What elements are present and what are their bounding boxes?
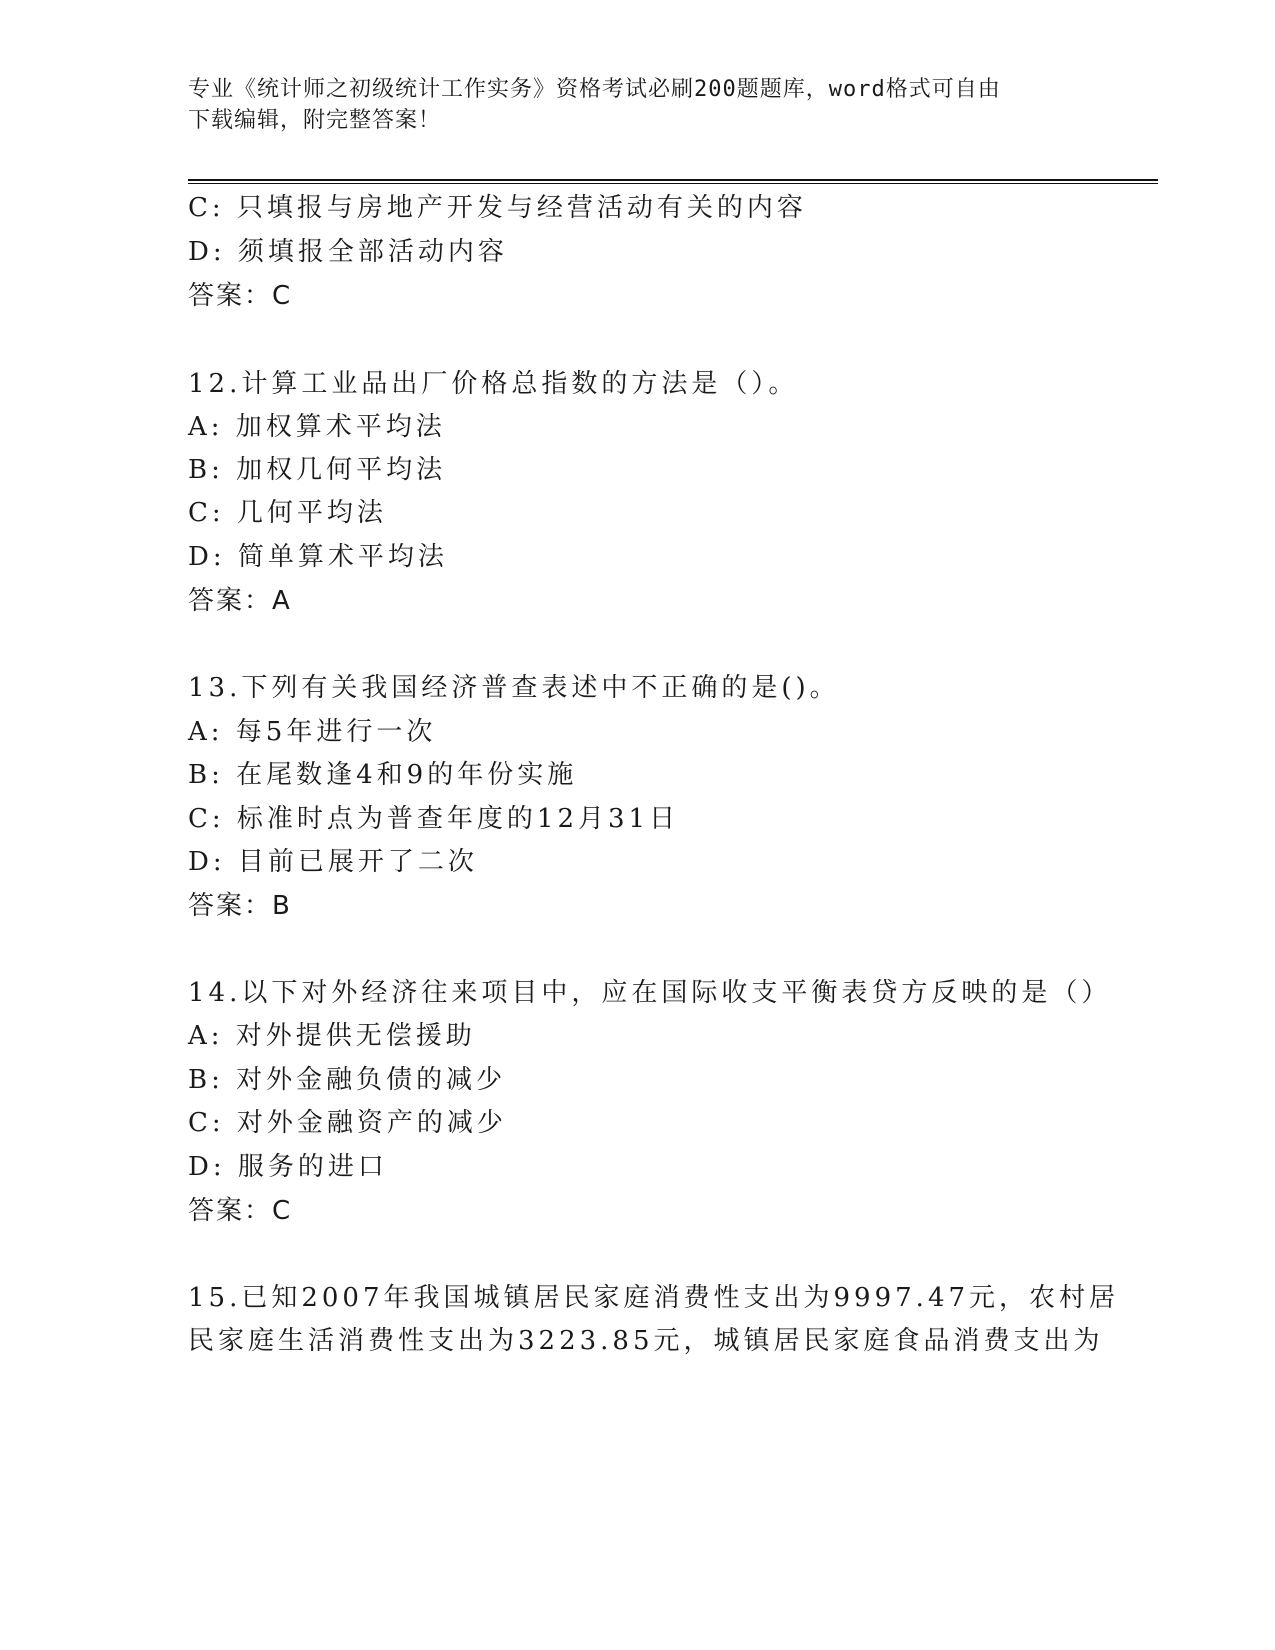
header-divider-thin [188,183,1158,184]
question-12-option-a: A: 加权算术平均法 [188,412,446,442]
header-title-line-1: 专业《统计师之初级统计工作实务》资格考试必刷200题题库，word格式可自由 [188,77,1001,102]
question-13-answer: 答案：B [188,891,292,921]
question-14-option-d: D: 服务的进口 [188,1152,388,1182]
question-14-option-c: C: 对外金融资产的减少 [188,1108,507,1138]
header-divider-thick [188,179,1158,181]
header-title-line-2: 下载编辑，附完整答案！ [188,108,442,133]
question-14-answer: 答案：C [188,1196,293,1226]
question-12-answer: 答案：A [188,586,292,616]
question-14-option-a: A: 对外提供无偿援助 [188,1021,476,1051]
option-d: D: 须填报全部活动内容 [188,237,508,267]
question-12-stem: 12.计算工业品出厂价格总指数的方法是（）。 [188,369,799,399]
question-13-option-c: C: 标准时点为普查年度的12月31日 [188,804,680,834]
question-13-option-d: D: 目前已展开了二次 [188,847,478,877]
answer-line: 答案：C [188,281,293,311]
option-c: C: 只填报与房地产开发与经营活动有关的内容 [188,193,807,223]
question-12-option-d: D: 简单算术平均法 [188,542,448,572]
document-header [188,74,1088,136]
question-13-option-b: B: 在尾数逢4和9的年份实施 [188,760,578,790]
question-12-option-c: C: 几何平均法 [188,498,387,528]
question-13-stem: 13.下列有关我国经济普查表述中不正确的是()。 [188,673,840,703]
question-15-stem-line-2: 民家庭生活消费性支出为3223.85元，城镇居民家庭食品消费支出为 [188,1326,1104,1356]
question-14-stem: 14.以下对外经济往来项目中，应在国际收支平衡表贷方反映的是（） [188,978,1112,1008]
question-12-option-b: B: 加权几何平均法 [188,455,447,485]
question-13-option-a: A: 每5年进行一次 [188,717,437,747]
question-15-stem-line-1: 15.已知2007年我国城镇居民家庭消费性支出为9997.47元，农村居 [188,1283,1120,1313]
question-14-option-b: B: 对外金融负债的减少 [188,1065,507,1095]
